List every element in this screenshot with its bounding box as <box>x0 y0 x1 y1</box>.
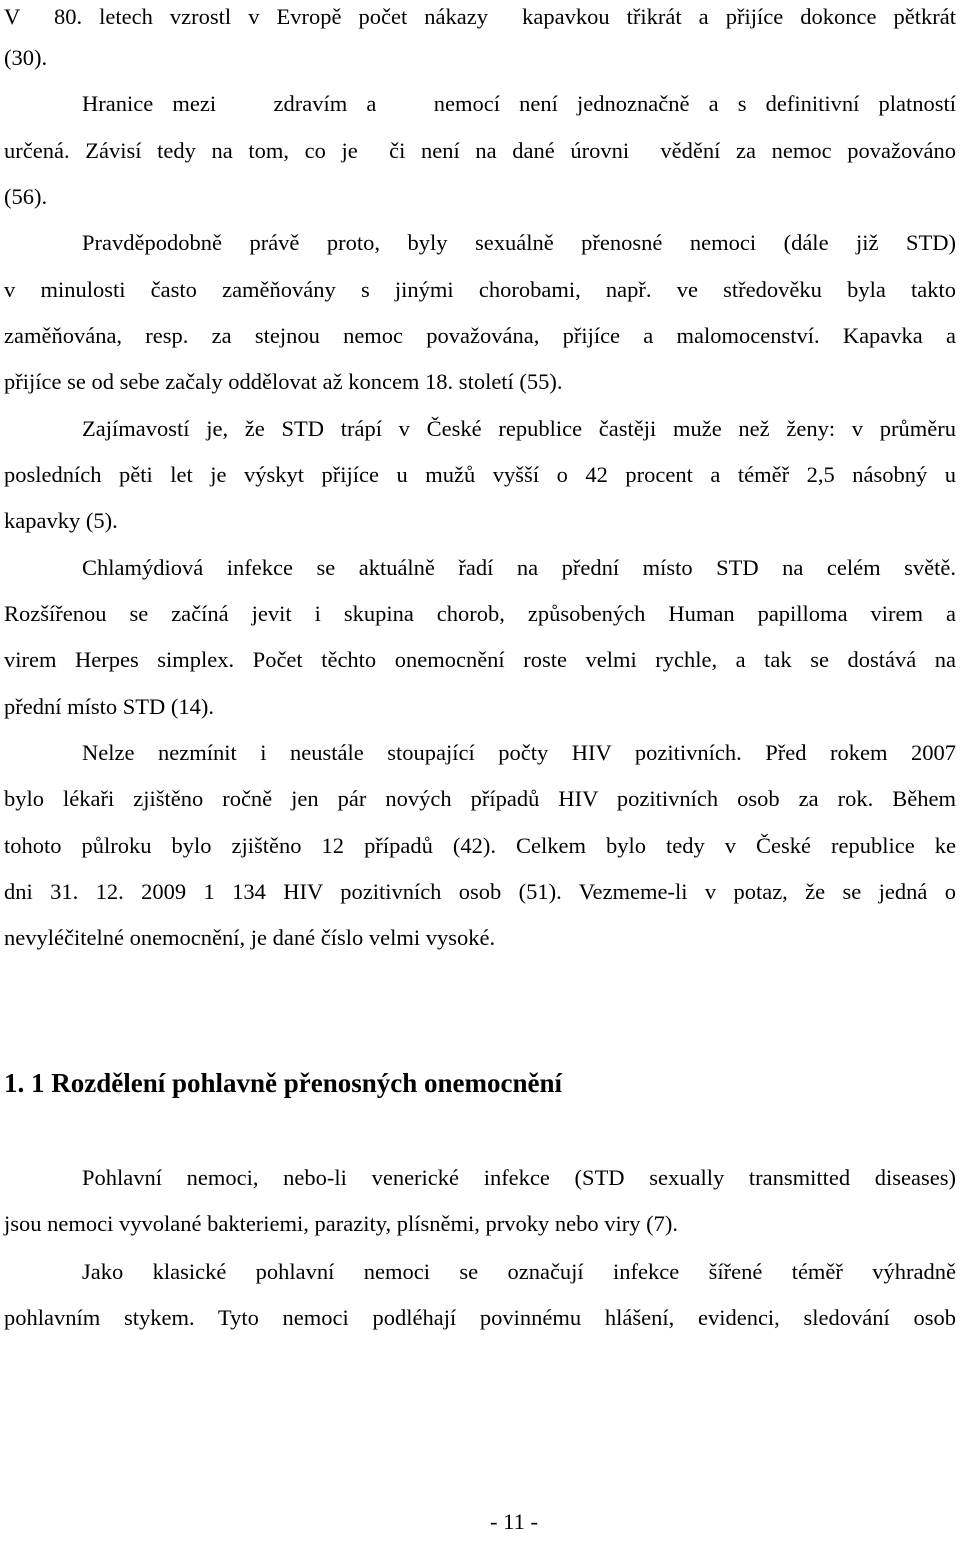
text-line: přijíce se od sebe začaly oddělovat až koncem 18. století (55). <box>4 369 563 394</box>
text-line: jsou nemoci vyvolané bakteriemi, parazity, plísněmi, prvoky nebo viry (7). <box>4 1211 678 1236</box>
text-line: Pravděpodobně právě proto, byly sexuálně přenosné nemoci (dále již STD) <box>82 230 956 255</box>
text-line: V 80. letech vzrostl v Evropě počet nákazy kapavkou třikrát a přijíce dokonce pětkrát <box>4 4 956 29</box>
text-line: určená. Závisí tedy na tom, co je či není na dané úrovni vědění za nemoc považováno <box>4 138 956 163</box>
page-number: - 11 - <box>490 1509 538 1534</box>
text-line: zaměňována, resp. za stejnou nemoc považována, přijíce a malomocenství. Kapavka a <box>4 323 956 348</box>
section-heading: 1. 1 Rozdělení pohlavně přenosných onemocnění <box>4 1068 563 1098</box>
text-line: virem Herpes simplex. Počet těchto onemocnění roste velmi rychle, a tak se dostává na <box>4 647 956 672</box>
text-line: Rozšířenou se začíná jevit i skupina chorob, způsobených Human papilloma virem a <box>4 601 956 626</box>
text-line: kapavky (5). <box>4 508 118 533</box>
text-line: Pohlavní nemoci, nebo-li venerické infekce (STD sexually transmitted diseases) <box>82 1165 956 1190</box>
text-line: (56). <box>4 184 48 209</box>
text-line: Zajímavostí je, že STD trápí v České republice častěji muže než ženy: v průměru <box>82 416 956 441</box>
text-line: Hranice mezi zdravím a nemocí není jednoznačně a s definitivní platností <box>82 91 956 116</box>
text-line: Jako klasické pohlavní nemoci se označují infekce šířené téměř výhradně <box>82 1259 956 1284</box>
text-line: přední místo STD (14). <box>4 694 214 719</box>
text-line: tohoto půlroku bylo zjištěno 12 případů (42). Celkem bylo tedy v České republice ke <box>4 833 956 858</box>
text-line: v minulosti často zaměňovány s jinými chorobami, např. ve středověku byla takto <box>4 277 956 302</box>
text-line: pohlavním stykem. Tyto nemoci podléhají povinnému hlášení, evidenci, sledování osob <box>4 1305 956 1330</box>
text-line: dni 31. 12. 2009 1 134 HIV pozitivních osob (51). Vezmeme-li v potaz, že se jedná o <box>4 879 956 904</box>
text-line: Nelze nezmínit i neustále stoupající počty HIV pozitivních. Před rokem 2007 <box>82 740 956 765</box>
text-line: (30). <box>4 45 48 70</box>
text-line: posledních pěti let je výskyt přijíce u mužů vyšší o 42 procent a téměř 2,5 násobný u <box>4 462 956 487</box>
text-line: nevyléčitelné onemocnění, je dané číslo velmi vysoké. <box>4 925 496 950</box>
text-line: bylo lékaři zjištěno ročně jen pár nových případů HIV pozitivních osob za rok. Během <box>4 786 956 811</box>
text-line: Chlamýdiová infekce se aktuálně řadí na přední místo STD na celém světě. <box>82 555 956 580</box>
